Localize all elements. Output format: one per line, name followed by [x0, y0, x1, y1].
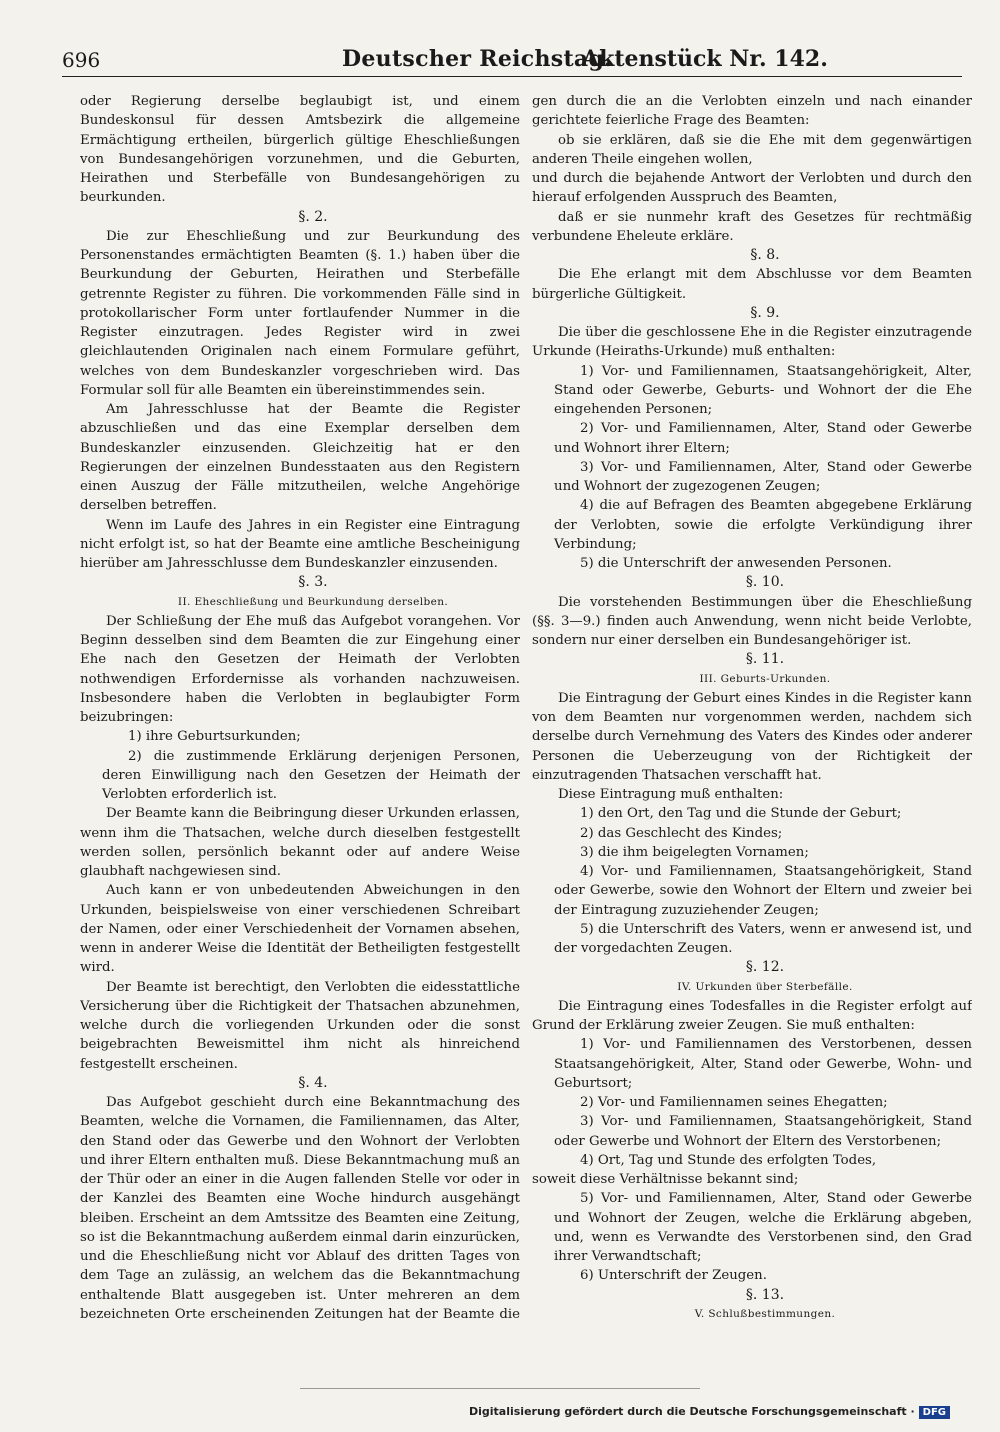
- paragraph: Die Eintragung der Geburt eines Kindes in die Register kann von dem Beamten nur vorgenommen werden, nachdem sich derselbe durch Vernehmung des Vaters des Kindes oder anderer Personen die Ueberzeugung von der Richtigkeit der einzutragenden Thatsachen verschafft hat.: [532, 690, 972, 783]
- paragraph: [532, 1324, 972, 1327]
- chapter-subheading: V. Schlußbestimmungen.: [694, 1307, 836, 1320]
- section-heading: §. 13.: [745, 1286, 785, 1303]
- list-item: 1) Vor- und Familiennamen des Verstorbenen, dessen Staatsangehörigkeit, Alter, Stand oder Gewerbe, Wohn- und Geburtsort;: [554, 1037, 972, 1091]
- section-heading: §. 10.: [745, 574, 785, 591]
- paragraph: Die über die geschlossene Ehe in die Register einzutragende Urkunde (Heiraths-Urkunde) muß enthalten:: [532, 325, 972, 360]
- section-heading: §. 8.: [750, 247, 780, 263]
- list-item: 5) die Unterschrift der anwesenden Personen.: [580, 556, 892, 571]
- section-heading: §. 12.: [745, 959, 785, 976]
- list-item: 3) Vor- und Familiennamen, Alter, Stand oder Gewerbe und Wohnort der zugezogenen Zeugen;: [554, 459, 972, 494]
- list-item: 1) Vor- und Familiennamen, Staatsangehörigkeit, Alter, Stand oder Gewerbe, Geburts- und Wohnort der die Ehe eingehenden Personen;: [554, 363, 972, 417]
- paragraph: soweit diese Verhältnisse bekannt sind;: [532, 1172, 799, 1187]
- list-item: 1) den Ort, den Tag und die Stunde der Geburt;: [580, 806, 902, 822]
- chapter-subheading: III. Geburts-Urkunden.: [699, 672, 831, 685]
- paragraph: Diese Eintragung muß enthalten:: [558, 787, 784, 802]
- list-item: 4) Vor- und Familiennamen, Staatsangehörigkeit, Stand oder Gewerbe, sowie den Wohnort der Eltern und zweier bei der Eintragung zuzuziehender Zeugen;: [554, 864, 972, 918]
- list-item: 2) das Geschlecht des Kindes;: [580, 825, 783, 841]
- paragraph: gen durch die an die Verlobten einzeln und nach einander gerichtete feierliche Frage des Beamten:: [532, 94, 972, 129]
- dfg-logo: DFG: [919, 1406, 950, 1419]
- paragraph: oder Regierung derselbe beglaubigt ist, und einem Bundeskonsul für dessen Amtsbezirk die allgemeine Ermächtigung ertheilen, bürgerlich gültige Eheschließungen von Bundesangehörigen vorzunehmen, und die Geburten, Heirathen und Sterbefälle von Bundesangehörigen zu beurkunden.: [80, 94, 520, 206]
- paragraph: Die zur Eheschließung und zur Beurkundung des Personenstandes ermächtigten Beamten (§. 1.) haben über die Beurkundung der Geburten, Heirathen und Sterbefälle getrennte Register zu führen. Die vorkommenden Fälle sind in protokollarischer Form unter fortlaufender Nummer in die Register einzutragen. Jedes Register wird in zwei gleichlautenden Originalen nach einem Formulare geführt, welches von dem Bundeskanzler vorgeschrieben wird. Das Formular soll für alle Beamten ein übereinstimmendes sein.: [80, 228, 520, 398]
- paragraph: Wenn im Laufe des Jahres in ein Register eine Eintragung nicht erfolgt ist, so hat der Beamte eine amtliche Bescheinigung hierüber am Jahresschlusse dem Bundeskanzler einzusenden.: [80, 517, 520, 571]
- list-item: 2) die zustimmende Erklärung derjenigen Personen, deren Einwilligung nach den Gesetzen der Heimath der Verlobten erforderlich ist.: [102, 748, 520, 802]
- running-title: Deutscher Reichstag.: [342, 46, 613, 72]
- digitization-credit: [469, 1405, 950, 1419]
- paragraph: Der Beamte ist berechtigt, den Verlobten die eidesstattliche Versicherung über die Richtigkeit der Thatsachen abzunehmen, welche durch die vorliegenden Urkunden oder die sonst beigebrachten Beweismittel ihm nicht als hinreichend festgestellt erscheinen.: [80, 979, 520, 1072]
- footer-divider: [300, 1388, 700, 1389]
- list-item: 3) die ihm beigelegten Vornamen;: [580, 844, 809, 860]
- chapter-subheading: II. Eheschließung und Beurkundung derselben.: [177, 595, 449, 608]
- paragraph: Das Aufgebot geschieht durch eine Bekanntmachung des Beamten, welche die Vornamen, die Familiennamen, das Alter, den Stand oder das Gewerbe und den Wohnort der Verlobten und ihrer Eltern enthalten muß. Diese Bekanntmachung muß an der Thür oder an einer in die Augen fallenden Stelle vor oder in der Kanzlei des Beamten eine Woche hindurch ausgehängt bleiben. Erscheint an dem Amtssitze des Beamten eine Zeitung, so ist die Bekanntmachung außerdem einmal darin einzurücken, und die Eheschließung nicht vor Ablauf des dritten Tages von dem Tage an zulässig, an welchem das die Bekanntmachung enthaltende Blatt ausgegeben ist. Unter mehreren an dem bezeichneten Orte erscheinenden Zeitungen hat der Beamte die: [80, 1095, 520, 1322]
- document-reference: Aktenstück Nr. 142.: [582, 46, 828, 72]
- left-column: [80, 92, 520, 1327]
- paragraph: und durch die bejahende Antwort der Verlobten und durch den hierauf erfolgenden Ausspruch des Beamten,: [532, 171, 972, 206]
- section-heading: §. 9.: [750, 304, 780, 321]
- paragraph: Die Eintragung eines Todesfalles in die Register erfolgt auf Grund der Erklärung zweier Zeugen. Sie muß enthalten:: [532, 998, 972, 1033]
- list-item: 5) die Unterschrift des Vaters, wenn er anwesend ist, und der vorgedachten Zeugen.: [554, 921, 972, 956]
- list-item: 2) Vor- und Familiennamen seines Ehegatten;: [580, 1095, 888, 1110]
- right-column: [532, 92, 972, 1327]
- list-item: 3) Vor- und Familiennamen, Staatsangehörigkeit, Stand oder Gewerbe und Wohnort der Eltern des Verstorbenen;: [554, 1114, 972, 1149]
- page-number: 696: [62, 48, 101, 72]
- list-item: 5) Vor- und Familiennamen, Alter, Stand oder Gewerbe und Wohnort der Zeugen, welche die Erklärung abgeben, und, wenn es Verwandte des Verstorbenen sind, den Grad ihrer Verwandtschaft;: [554, 1191, 972, 1264]
- paragraph: Am Jahresschlusse hat der Beamte die Register abzuschließen und das eine Exemplar derselben dem Bundeskanzler einzusenden. Gleichzeitig hat er den Regierungen der einzelnen Bundesstaaten aus den Registern einen Auszug der Fälle mitzutheilen, welche Angehörige derselben betreffen.: [80, 402, 520, 514]
- paragraph: Der Beamte kann die Beibringung dieser Urkunden erlassen, wenn ihm die Thatsachen, welche durch dieselben festgestellt werden sollen, persönlich bekannt oder auf andere Weise glaubhaft nachgewiesen sind.: [80, 806, 520, 879]
- list-item: 2) Vor- und Familiennamen, Alter, Stand oder Gewerbe und Wohnort ihrer Eltern;: [554, 421, 972, 456]
- page-header: [62, 44, 962, 77]
- quoted-formula: daß er sie nunmehr kraft des Gesetzes für rechtmäßig verbundene Eheleute erkläre.: [532, 209, 972, 244]
- section-heading: §. 2.: [298, 208, 328, 225]
- section-heading: §. 4.: [298, 1074, 328, 1091]
- credit-text: Digitalisierung gefördert durch die Deutsche Forschungsgemeinschaft ·: [468, 1405, 915, 1418]
- list-item: 6) Unterschrift der Zeugen.: [580, 1268, 767, 1284]
- paragraph: Die vorstehenden Bestimmungen über die Eheschließung (§§. 3—9.) finden auch Anwendung, wenn nicht beide Verlobte, sondern nur einer derselben ein Bundesangehöriger ist.: [532, 594, 972, 648]
- paragraph: Die Ehe erlangt mit dem Abschlusse vor dem Beamten bürgerliche Gültigkeit.: [532, 267, 972, 302]
- section-heading: §. 11.: [745, 651, 785, 668]
- section-heading: §. 3.: [298, 574, 328, 591]
- chapter-subheading: IV. Urkunden über Sterbefälle.: [677, 980, 853, 993]
- paragraph: Der Schließung der Ehe muß das Aufgebot vorangehen. Vor Beginn desselben sind dem Beamten die zur Eingehung einer Ehe nach den Gesetzen der Heimath der Verlobten nothwendigen Erfordernisse als vorhanden nachzuweisen. Insbesondere haben die Verlobten in beglaubigter Form beizubringen:: [80, 613, 520, 725]
- list-item: 1) ihre Geburtsurkunden;: [128, 729, 301, 745]
- quoted-formula: ob sie erklären, daß sie die Ehe mit dem gegenwärtigen anderen Theile eingehen wollen,: [532, 132, 972, 167]
- paragraph: Auch kann er von unbedeutenden Abweichungen in den Urkunden, beispielsweise von einer verschiedenen Schreibart der Namen, oder einer Verschiedenheit der Vornamen absehen, wenn in anderer Weise die Identität der Betheiligten festgestellt wird.: [80, 883, 520, 976]
- list-item: 4) die auf Befragen des Beamten abgegebene Erklärung der Verlobten, sowie die erfolgte Verkündigung ihrer Verbindung;: [554, 498, 972, 552]
- list-item: 4) Ort, Tag und Stunde des erfolgten Todes,: [580, 1152, 877, 1168]
